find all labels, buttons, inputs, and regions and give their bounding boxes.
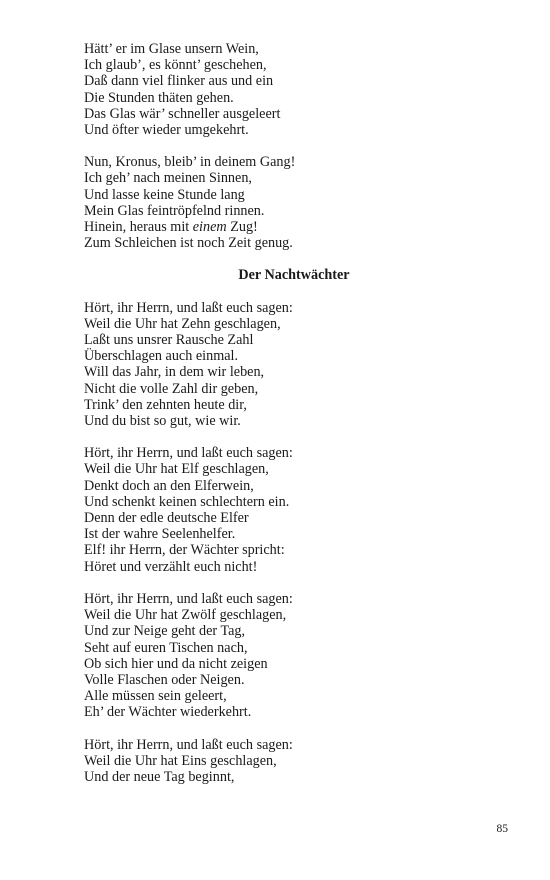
verse-line: Hört, ihr Herrn, und laßt euch sagen: <box>84 445 293 462</box>
verse-line: Mein Glas feintröpfelnd rinnen. <box>84 202 265 219</box>
verse-line: Das Glas wär’ schneller ausgeleert <box>84 105 281 122</box>
verse-line: Die Stunden thäten gehen. <box>84 89 234 106</box>
poem-title-text: Der Nachtwächter <box>238 267 350 284</box>
verse-line: Und lasse keine Stunde lang <box>84 186 245 203</box>
verse-line: Seht auf euren Tischen nach, <box>84 639 248 656</box>
verse-line: Ich geh’ nach meinen Sinnen, <box>84 170 252 187</box>
stanza-4 <box>84 445 504 575</box>
verse-line: Nun, Kronus, bleib’ in deinem Gang! <box>84 154 296 171</box>
poem-title <box>84 267 504 283</box>
verse-line: Weil die Uhr hat Zwölf geschlagen, <box>84 607 287 624</box>
verse-line: Hört, ihr Herrn, und laßt euch sagen: <box>84 590 293 607</box>
stanza-gap <box>84 575 504 591</box>
stanza-2 <box>84 154 504 251</box>
verse-line: Elf! ihr Herrn, der Wächter spricht: <box>84 542 285 559</box>
stanza-1 <box>84 41 504 138</box>
verse-line: Laßt uns unsrer Rausche Zahl <box>84 332 254 349</box>
stanza-5 <box>84 591 504 721</box>
verse-line: Eh’ der Wächter wiederkehrt. <box>84 704 252 721</box>
stanza-gap <box>84 429 504 445</box>
verse-line: Weil die Uhr hat Elf geschlagen, <box>84 461 269 478</box>
verse-line: Denn der edle deutsche Elfer <box>84 510 249 527</box>
verse-line: Und schenkt keinen schlechtern ein. <box>84 493 290 510</box>
verse-line: Daß dann viel flinker aus und ein <box>84 73 274 90</box>
verse-line: Ob sich hier und da nicht zeigen <box>84 655 268 672</box>
verse-line: Zum Schleichen ist noch Zeit genug. <box>84 235 293 252</box>
verse-line: Und du bist so gut, wie wir. <box>84 413 241 430</box>
verse-line: Denkt doch an den Elferwein, <box>84 477 254 494</box>
stanza-3 <box>84 300 504 430</box>
verse-line: Weil die Uhr hat Zehn geschlagen, <box>84 315 281 332</box>
verse-line: Alle müssen sein geleert, <box>84 688 227 705</box>
verse-line: Hätt’ er im Glase unsern Wein, <box>84 41 259 57</box>
verse-line: Und zur Neige geht der Tag, <box>84 623 246 640</box>
verse-line: Weil die Uhr hat Eins geschlagen, <box>84 752 277 769</box>
emphasized-word: einem <box>192 219 227 236</box>
stanza-gap <box>84 138 504 154</box>
stanza-gap <box>84 721 504 737</box>
verse-line-with-emphasis <box>84 219 504 235</box>
page-number: 85 <box>496 823 508 835</box>
verse-line: Ist der wahre Seelenhelfer. <box>84 526 236 543</box>
verse-line: Volle Flaschen oder Neigen. <box>84 671 245 688</box>
verse-line: Nicht die volle Zahl dir geben, <box>84 380 259 397</box>
stanza-6 <box>84 737 504 786</box>
verse-line: Höret und verzählt euch nicht! <box>84 558 258 575</box>
verse-line: Und öfter wieder umgekehrt. <box>84 122 249 139</box>
verse-line: Überschlagen auch einmal. <box>84 348 239 365</box>
verse-line: Ich glaub’, es könnt’ geschehen, <box>84 57 267 74</box>
verse-line: Hört, ihr Herrn, und laßt euch sagen: <box>84 299 293 316</box>
verse-text: Hinein, heraus mit <box>84 219 193 236</box>
poem-page <box>84 41 504 785</box>
verse-line: Und der neue Tag beginnt, <box>84 768 235 785</box>
verse-line: Trink’ den zehnten heute dir, <box>84 396 247 413</box>
verse-text: Zug! <box>226 219 258 236</box>
verse-line: Will das Jahr, in dem wir leben, <box>84 364 265 381</box>
verse-line: Hört, ihr Herrn, und laßt euch sagen: <box>84 736 293 753</box>
